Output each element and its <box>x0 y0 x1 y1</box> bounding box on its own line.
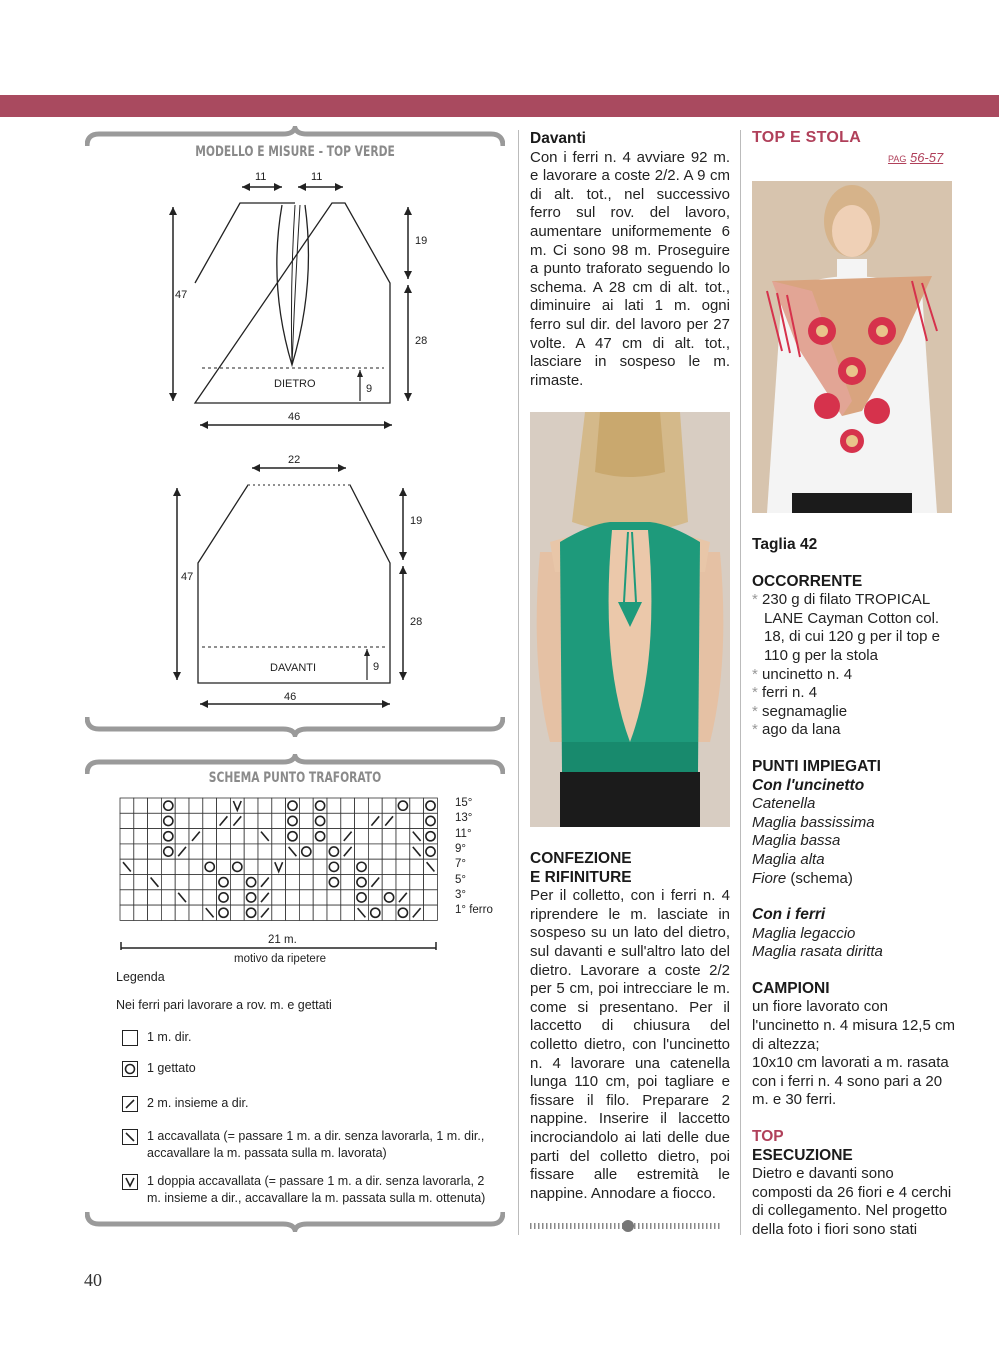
asterisk-bullet-icon: * <box>752 721 763 739</box>
front-measure-9: 9 <box>373 661 380 673</box>
column-divider <box>740 130 741 1235</box>
chart-row-label: 13° <box>455 812 473 825</box>
chart-cell <box>396 844 410 859</box>
chart-cell <box>175 798 189 813</box>
chart-cell <box>203 875 217 890</box>
chart-cell <box>341 798 355 813</box>
chart-cell <box>175 905 189 920</box>
chart-cell <box>341 890 355 905</box>
asterisk-bullet-icon: * <box>752 591 763 609</box>
chart-cell <box>203 844 217 859</box>
esecuzione-title: ESECUZIONE <box>752 1146 853 1164</box>
chart-cell <box>299 829 313 844</box>
chart-cell <box>382 829 396 844</box>
page-ref-range: 56-57 <box>909 150 944 165</box>
chart-cell <box>230 905 244 920</box>
occorrente-item: * segnamaglie <box>752 702 848 720</box>
chart-cell <box>120 844 134 859</box>
chart-cell <box>327 890 341 905</box>
chart-cell <box>148 829 162 844</box>
confezione-section <box>530 850 730 1203</box>
header-band <box>0 95 999 117</box>
chart-cell <box>217 798 231 813</box>
chart-cell <box>258 859 272 874</box>
legend-item-text: 1 m. dir. <box>147 1030 192 1044</box>
chart-cell <box>230 890 244 905</box>
back-measure-47: 47 <box>175 289 188 301</box>
diagram-title: MODELLO E MISURE - TOP VERDE <box>195 144 395 160</box>
v-square-icon <box>122 1174 138 1190</box>
legend-item-text: 1 doppia accavallata (= passare 1 m. a dir. senza lavorarla, 2 m. insieme a dir., accavallare la m. passata sulla m. ottenuta) <box>147 1174 486 1205</box>
front-measure-28: 28 <box>410 616 423 628</box>
chart-cell <box>120 829 134 844</box>
fiore-note: (schema) <box>790 869 853 887</box>
chart-width-label: 21 m. <box>268 934 297 946</box>
esecuzione-text: Dietro e davanti sono composti da 26 fiori e 4 cerchi di collegamento. Nel progetto della foto i fiori sono stati <box>752 1165 952 1238</box>
back-measure-9: 9 <box>366 383 373 395</box>
davanti-section <box>530 130 730 390</box>
front-measure-22: 22 <box>288 454 301 466</box>
chart-cell <box>410 798 424 813</box>
asterisk-bullet-icon: * <box>752 684 763 702</box>
chart-cell <box>327 813 341 828</box>
chart-cell <box>258 798 272 813</box>
front-measure-46: 46 <box>284 691 297 703</box>
back-measure-19: 19 <box>415 235 428 247</box>
chart-cell <box>120 875 134 890</box>
chart-cell <box>396 829 410 844</box>
chart-cell <box>189 905 203 920</box>
back-label: DIETRO <box>274 378 316 390</box>
chart-cell <box>313 844 327 859</box>
chart-cell <box>203 829 217 844</box>
chart-cell <box>355 829 369 844</box>
stitch-chart-grid <box>118 796 448 926</box>
chart-cell <box>175 829 189 844</box>
chart-cell <box>120 890 134 905</box>
chart-cell <box>382 859 396 874</box>
chart-cell <box>313 890 327 905</box>
campioni-title: CAMPIONI <box>752 979 830 997</box>
page-ref-prefix: PAG <box>888 154 907 164</box>
chart-cell <box>203 813 217 828</box>
chart-cell <box>189 813 203 828</box>
chart-cell <box>368 890 382 905</box>
box-bottom-brace <box>85 713 505 737</box>
chart-cell <box>327 798 341 813</box>
chart-cell <box>272 844 286 859</box>
chart-cell <box>424 875 438 890</box>
chart-cell <box>410 859 424 874</box>
chart-cell <box>286 875 300 890</box>
chart-cell <box>410 890 424 905</box>
occorrente-item: * ago da lana <box>752 721 841 739</box>
chart-cell <box>189 844 203 859</box>
chart-cell <box>134 813 148 828</box>
occorrente-list <box>752 591 957 740</box>
confezione-title-2: E RIFINITURE <box>530 868 632 886</box>
chart-cell <box>327 905 341 920</box>
chart-cell <box>368 829 382 844</box>
page-reference <box>888 150 943 165</box>
chart-cell <box>272 905 286 920</box>
chart-cell <box>424 890 438 905</box>
davanti-title: Davanti <box>530 130 586 147</box>
chart-row-label: 15° <box>455 797 473 809</box>
chart-cell <box>313 859 327 874</box>
chart-row-label: 11° <box>455 827 472 840</box>
uncinetto-item: Maglia bassa <box>752 832 841 850</box>
chart-cell <box>368 859 382 874</box>
chart-cell <box>134 890 148 905</box>
chart-cell <box>134 829 148 844</box>
back-measure-46: 46 <box>288 411 301 423</box>
campioni-text-1: un fiore lavorato con l'uncinetto n. 4 misura 12,5 cm di altezza; <box>752 998 955 1053</box>
chart-cell <box>286 905 300 920</box>
slash-square-icon <box>122 1096 138 1112</box>
chart-cell <box>189 798 203 813</box>
occorrente-item: * ferri n. 4 <box>752 684 818 702</box>
chart-bottom-brace <box>85 1208 505 1232</box>
chart-row-label: 5° <box>455 873 466 886</box>
back-schematic <box>160 165 580 465</box>
section-title-top-e-stola: TOP E STOLA <box>752 129 862 146</box>
chart-cell <box>244 829 258 844</box>
chart-cell <box>313 905 327 920</box>
legend-note: Nei ferri pari lavorare a rov. m. e gettati <box>116 998 332 1012</box>
chart-cell <box>382 905 396 920</box>
chart-row-label: 1° ferro <box>455 904 493 917</box>
chart-cell <box>424 905 438 920</box>
chart-row-label: 7° <box>455 858 466 871</box>
chart-cell <box>299 890 313 905</box>
backslash-square-icon <box>122 1129 138 1145</box>
back-measure-11-right: 11 <box>311 171 323 183</box>
legend-title: Legenda <box>116 970 165 984</box>
campioni-text-2: 10x10 cm lavorati a m. rasata con i ferri n. 4 sono pari a 20 m. e 30 ferri. <box>752 1054 949 1109</box>
chart-cell <box>258 813 272 828</box>
chart-cell <box>341 813 355 828</box>
chart-cell <box>134 859 148 874</box>
chart-cell <box>286 859 300 874</box>
uncinetto-title: Con l'uncinetto <box>752 776 865 794</box>
chart-cell <box>382 875 396 890</box>
chart-cell <box>161 875 175 890</box>
chart-cell <box>148 905 162 920</box>
confezione-text: Per il colletto, con i ferri n. 4 riprendere le m. lasciate in sospeso su un lato del dietro, sul davanti e sull'altro lato del dietro. Lavorare a coste 2/2 per 5 cm, poi intrecciare le m. come si presentano. Per il laccetto di chiusura del colletto dietro, con l'uncinetto n. 4 lavorare una catenella lunga 110 cm, poi tagliare e fissare il filo. Preparare 2 nappine. Inserire il laccetto incrociandolo ai lati delle due parti del colletto dietro, poi fissare alle estremità le nappine. Annodare a fiocco. <box>530 887 730 1202</box>
empty-square-icon <box>122 1030 138 1046</box>
chart-row-label: 9° <box>455 842 466 855</box>
chart-title: SCHEMA PUNTO TRAFORATO <box>208 770 382 786</box>
chart-cell <box>175 875 189 890</box>
chart-cell <box>286 890 300 905</box>
chart-cell <box>341 859 355 874</box>
ferri-list <box>752 925 957 962</box>
chart-cell <box>396 875 410 890</box>
chart-cell <box>148 890 162 905</box>
chart-cell <box>148 859 162 874</box>
chart-cell <box>327 829 341 844</box>
chart-cell <box>299 905 313 920</box>
chart-cell <box>134 798 148 813</box>
fiore-item: Fiore <box>752 869 787 887</box>
chart-cell <box>203 890 217 905</box>
chart-row-label: 3° <box>455 888 466 901</box>
chart-cell <box>368 844 382 859</box>
page-progress-indicator <box>530 1219 730 1233</box>
chart-cell <box>368 798 382 813</box>
chart-cell <box>161 890 175 905</box>
occorrente-item: * uncinetto n. 4 <box>752 665 853 683</box>
chart-cell <box>410 813 424 828</box>
chart-cell <box>189 890 203 905</box>
chart-cell <box>244 813 258 828</box>
chart-cell <box>382 844 396 859</box>
chart-cell <box>272 798 286 813</box>
ferri-item: Maglia rasata diritta <box>752 943 883 961</box>
chart-cell <box>355 844 369 859</box>
chart-repeat-label: motivo da ripetere <box>234 953 327 965</box>
uncinetto-list <box>752 795 957 869</box>
chart-cell <box>382 798 396 813</box>
front-label: DAVANTI <box>270 662 317 674</box>
right-specs <box>752 536 957 1240</box>
chart-cell <box>203 798 217 813</box>
chart-cell <box>134 875 148 890</box>
uncinetto-item: Maglia bassissima <box>752 813 875 831</box>
chart-cell <box>230 875 244 890</box>
chart-cell <box>244 798 258 813</box>
chart-cell <box>355 813 369 828</box>
chart-cell <box>341 905 355 920</box>
chart-cell <box>272 813 286 828</box>
chart-cell <box>217 829 231 844</box>
asterisk-bullet-icon: * <box>752 702 763 720</box>
circle-in-square-icon <box>122 1061 138 1077</box>
chart-cell <box>217 844 231 859</box>
chart-cell <box>161 905 175 920</box>
chart-cell <box>410 875 424 890</box>
chart-cell <box>299 859 313 874</box>
chart-cell <box>148 813 162 828</box>
chart-cell <box>134 905 148 920</box>
chart-cell <box>148 844 162 859</box>
chart-cell <box>355 798 369 813</box>
chart-cell <box>175 813 189 828</box>
asterisk-bullet-icon: * <box>752 665 763 683</box>
chart-cell <box>272 829 286 844</box>
chart-cell <box>341 875 355 890</box>
chart-cell <box>161 859 175 874</box>
chart-cell <box>396 813 410 828</box>
chart-cell <box>272 875 286 890</box>
chart-cell <box>230 829 244 844</box>
chart-cell <box>120 798 134 813</box>
chart-cell <box>189 875 203 890</box>
front-measure-19: 19 <box>410 515 423 527</box>
chart-cell <box>272 890 286 905</box>
confezione-title-1: CONFEZIONE <box>530 850 632 867</box>
legend-item-text: 2 m. insieme a dir. <box>147 1096 249 1110</box>
chart-cell <box>189 859 203 874</box>
taglia: Taglia 42 <box>752 536 818 553</box>
chart-cell <box>313 875 327 890</box>
chart-cell <box>148 798 162 813</box>
chart-cell <box>120 905 134 920</box>
top-title: TOP <box>752 1128 784 1146</box>
chart-cell <box>175 859 189 874</box>
page-number: 40 <box>84 1270 102 1290</box>
occorrente-title: OCCORRENTE <box>752 572 863 590</box>
chart-cell <box>244 844 258 859</box>
chart-cell <box>258 844 272 859</box>
front-measure-47: 47 <box>181 571 194 583</box>
uncinetto-item: Catenella <box>752 795 816 813</box>
chart-cell <box>299 875 313 890</box>
ferri-title: Con i ferri <box>752 906 826 924</box>
chart-cell <box>396 859 410 874</box>
chart-cell <box>134 844 148 859</box>
chart-cell <box>120 813 134 828</box>
front-schematic <box>160 450 580 710</box>
back-measure-11-left: 11 <box>255 171 267 183</box>
chart-cell <box>244 859 258 874</box>
uncinetto-item: Maglia alta <box>752 850 825 868</box>
occorrente-item: * 230 g di filato TROPICAL LANE Cayman Cotton col. 18, di cui 120 g per il top e 110 g per la stola <box>752 591 940 664</box>
legend-item-text: 1 accavallata (= passare 1 m. a dir. senza lavorarla, 1 m. dir., accavallare la m. passata sulla m. lavorata) <box>147 1129 485 1160</box>
ferri-item: Maglia legaccio <box>752 924 856 942</box>
back-measure-28: 28 <box>415 335 428 347</box>
chart-cell <box>299 798 313 813</box>
davanti-text: Con i ferri n. 4 avviare 92 m. e lavorare a coste 2/2. A 9 cm di alt. tot., nel successivo ferro sul rov. del lavoro, aumentare uniformemente 6 m. Ci sono 98 m. Proseguire a punto traforato seguendo lo schema. A 28 cm di alt. tot., diminuire ai lati 1 m. ogni ferro sul dir. del lavoro per 27 volte. A 47 cm di alt. tot., lasciare in sospeso le m. rimaste. <box>530 148 730 389</box>
green-top-photo <box>530 412 730 827</box>
chart-cell <box>299 813 313 828</box>
chart-cell <box>230 844 244 859</box>
punti-title: PUNTI IMPIEGATI <box>752 757 881 775</box>
legend-item-text: 1 gettato <box>147 1061 196 1075</box>
chart-cell <box>217 859 231 874</box>
stola-photo <box>752 181 952 513</box>
